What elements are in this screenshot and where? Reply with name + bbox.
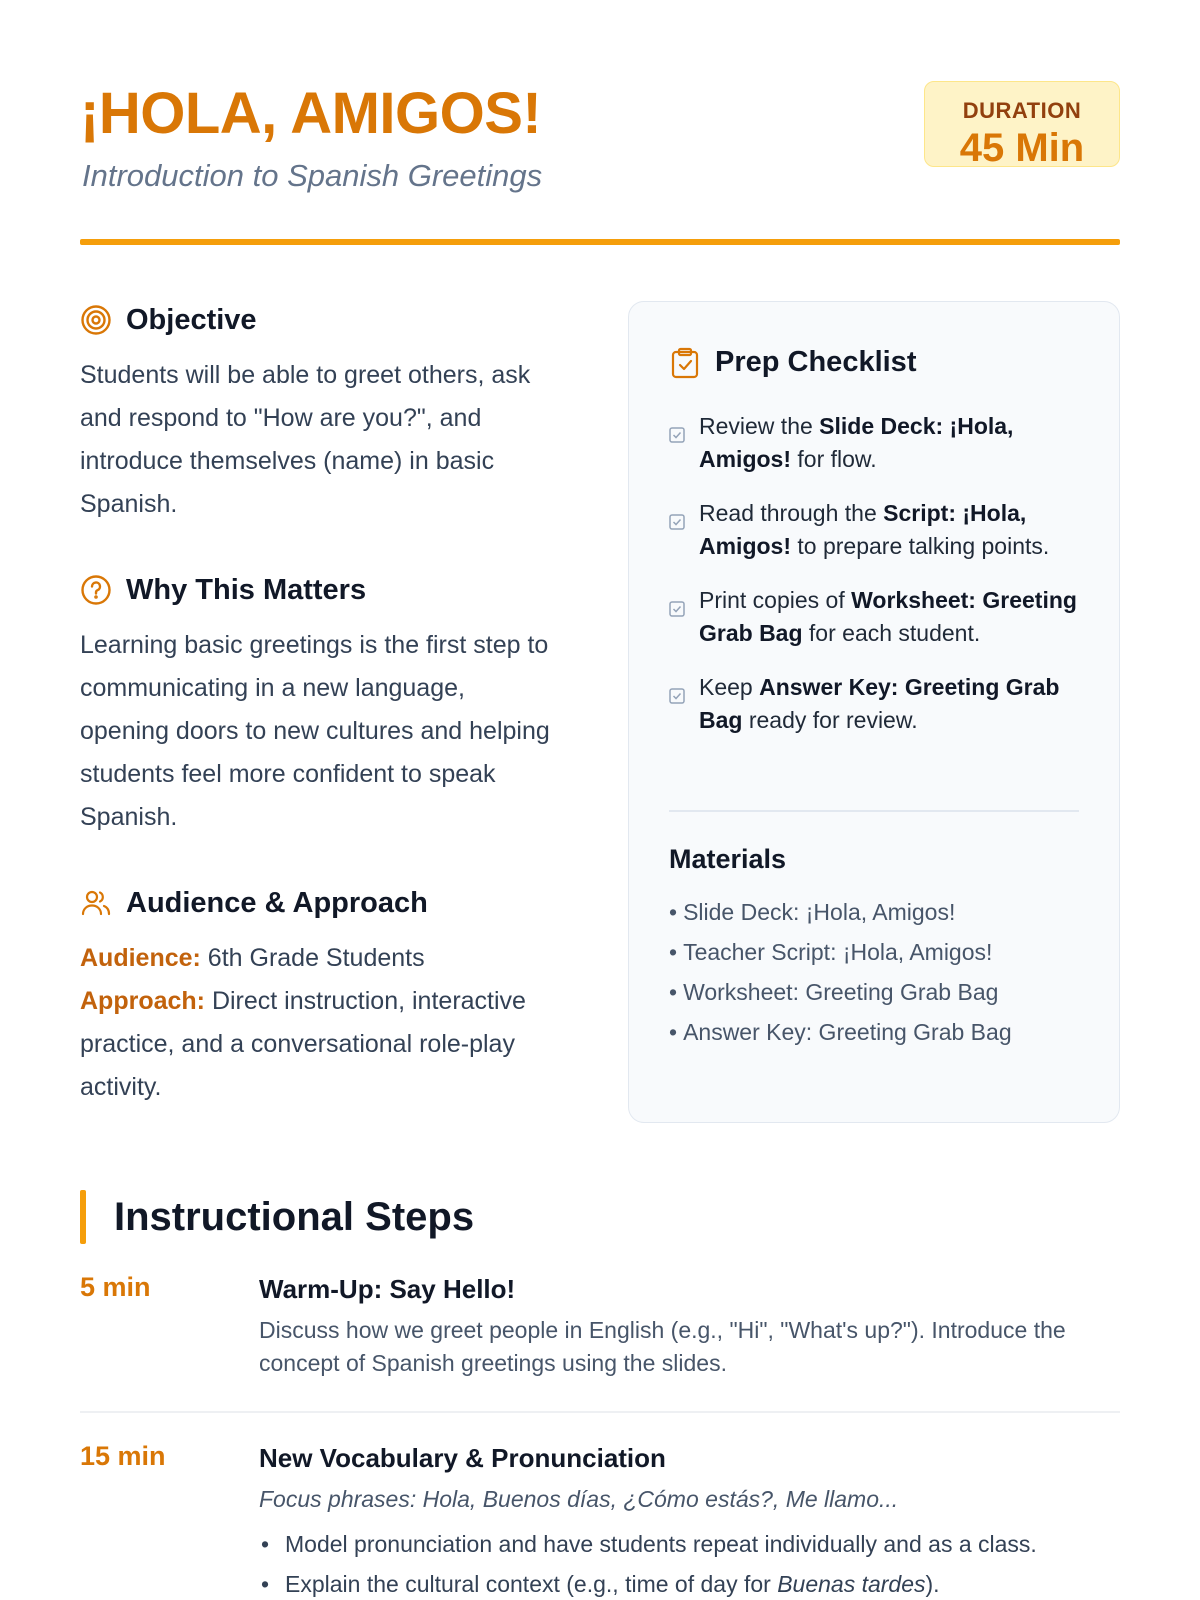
checkbox-icon [669, 506, 685, 522]
page-header [80, 78, 1120, 248]
checklist-resource: Worksheet: Greeting Grab Bag [699, 587, 1077, 646]
why-section [80, 570, 560, 839]
checklist-resource: Script: ¡Hola, Amigos! [699, 500, 1027, 559]
checkbox-icon [669, 680, 685, 696]
steps-title: Instructional Steps [114, 1194, 475, 1239]
users-icon [80, 887, 112, 919]
checklist-resource: Answer Key: Greeting Grab Bag [699, 674, 1060, 733]
audience-value: 6th Grade Students [200, 944, 425, 972]
checklist-text: Keep [699, 674, 760, 700]
approach-label: Approach: [80, 987, 205, 1015]
clipboard-check-icon [669, 347, 701, 379]
page-title: ¡HOLA, AMIGOS! [80, 81, 542, 146]
material-item: • Slide Deck: ¡Hola, Amigos! [669, 892, 1012, 932]
step-title: New Vocabulary & Pronunciation [259, 1443, 666, 1473]
steps-accent-bar [80, 1190, 86, 1244]
checklist-text: to prepare talking points. [791, 533, 1050, 559]
checkbox-icon [669, 593, 685, 609]
material-item: • Worksheet: Greeting Grab Bag [669, 972, 1012, 1012]
prep-card [628, 301, 1120, 1123]
checklist-text: Read through the [699, 500, 884, 526]
audience-label: Audience: [80, 944, 201, 972]
materials-list [669, 892, 1012, 1052]
prep-checklist [669, 410, 1079, 758]
step-bullet-text: ). [925, 1571, 940, 1597]
step-bullet-emphasis: Buenas tardes [777, 1571, 926, 1597]
material-item: • Teacher Script: ¡Hola, Amigos! [669, 932, 1012, 972]
step-focus-phrases: Focus phrases: Hola, Buenos días, ¿Cómo estás?, Me llamo... [259, 1486, 899, 1512]
checklist-resource: Slide Deck: ¡Hola, Amigos! [699, 413, 1014, 472]
header-divider [80, 239, 1120, 245]
checklist-text: for flow. [791, 446, 877, 472]
audience-title: Audience & Approach [126, 886, 428, 919]
why-title: Why This Matters [126, 573, 367, 606]
page-subtitle: Introduction to Spanish Greetings [82, 158, 543, 193]
steps-header [80, 1190, 474, 1244]
duration-label: DURATION [962, 98, 1082, 123]
checklist-text: for each student. [802, 620, 981, 646]
checklist-text: Print copies of [699, 587, 852, 613]
checkbox-icon [669, 419, 685, 435]
card-divider [669, 810, 1079, 812]
prep-title: Prep Checklist [715, 346, 917, 378]
checklist-item [669, 497, 1079, 563]
checklist-item [669, 671, 1079, 737]
left-column [80, 300, 560, 1109]
objective-title: Objective [126, 303, 257, 336]
step-bullet: • Model pronunciation and have students repeat individually and as a class. [259, 1524, 1120, 1564]
checklist-item [669, 584, 1079, 650]
duration-badge [924, 81, 1120, 170]
step-bullet-text: Explain the cultural context (e.g., time of day for [285, 1571, 778, 1597]
objective-section [80, 300, 560, 526]
step-time: 15 min [80, 1441, 166, 1471]
step-bullets [259, 1524, 1120, 1600]
step-time: 5 min [80, 1272, 151, 1302]
objective-text: Students will be able to greet others, ask and respond to "How are you?", and introduce themselves (name) in basic Spanish. [80, 361, 531, 518]
target-icon [80, 304, 112, 336]
step-divider [80, 1411, 1120, 1413]
step-description: Discuss how we greet people in English (e.g., "Hi", "What's up?"). Introduce the concept of Spanish greetings using the slides. [259, 1317, 1066, 1376]
checklist-text: ready for review. [742, 707, 918, 733]
checklist-item [669, 410, 1079, 476]
question-circle-icon [80, 574, 112, 606]
approach-value: Direct instruction, interactive practice, and a conversational role-play activity. [80, 987, 526, 1101]
audience-text [80, 937, 560, 1109]
step-title: Warm-Up: Say Hello! [259, 1274, 516, 1304]
step-bullet [259, 1564, 1120, 1600]
material-item: • Answer Key: Greeting Grab Bag [669, 1012, 1012, 1052]
why-text: Learning basic greetings is the first step to communicating in a new language, opening doors to new cultures and helping students feel more confident to speak Spanish. [80, 631, 550, 831]
checklist-text: Review the [699, 413, 820, 439]
materials-title: Materials [669, 844, 787, 874]
audience-section [80, 883, 560, 1109]
duration-value: 45 Min [959, 126, 1085, 170]
